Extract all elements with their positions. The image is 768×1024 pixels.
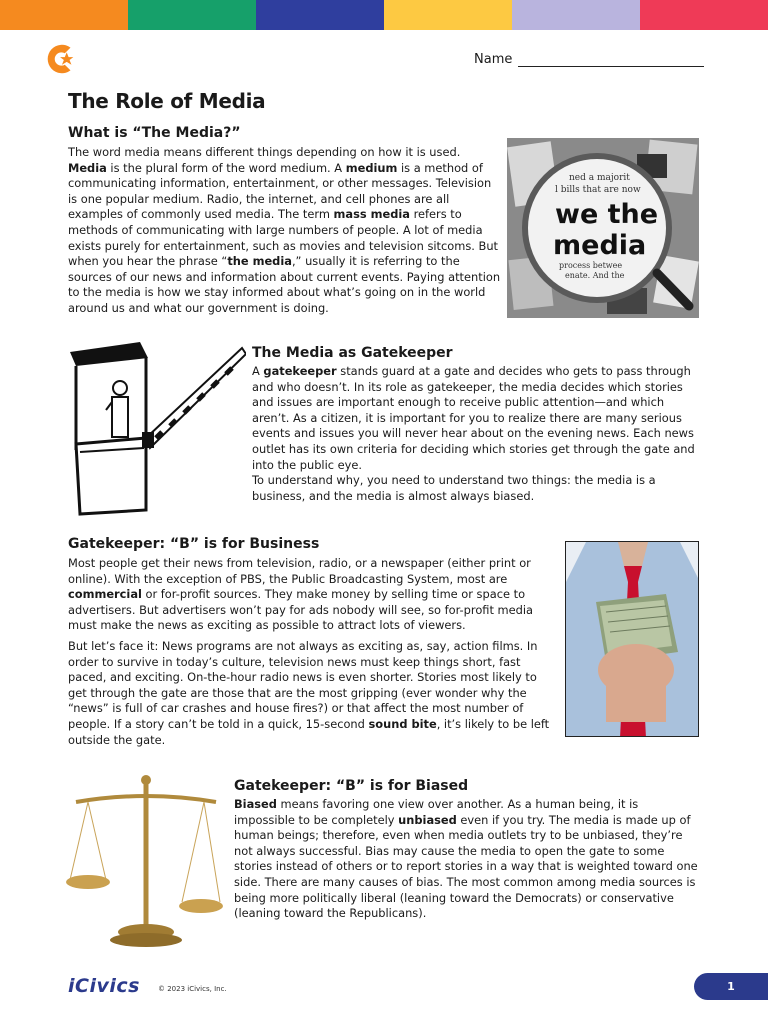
- magnifying-glass-newspaper-image: [507, 138, 699, 318]
- section-heading-gatekeeper: The Media as Gatekeeper: [252, 345, 453, 361]
- name-underline[interactable]: [518, 54, 704, 67]
- stripe-yellow: [384, 0, 512, 30]
- svg-text:we the: we the: [555, 199, 659, 230]
- top-color-stripes: [0, 0, 768, 30]
- stripe-blue: [256, 0, 384, 30]
- svg-text:enate. And the: enate. And the: [565, 271, 625, 280]
- man-holding-cash-image: [566, 542, 699, 737]
- stripe-lavender: [512, 0, 640, 30]
- we-the-media-photo: [507, 138, 699, 318]
- stripe-orange: [0, 0, 128, 30]
- name-field[interactable]: [474, 52, 704, 67]
- svg-text:l bills that are now: l bills that are now: [555, 185, 641, 195]
- section-body-media: The word media means different things depending on how it is used. Media is the plural form of the word medium. A medium is a method of communicating information, entertainment, or other messages. Television is one popular medium. Radio, the internet, and cell phones are all examples of commonly used media. The term mass media refers to methods of communicating with large numbers of people. A lot of media exists purely for entertainment, such as movies and television sitcoms. But when you hear the phrase “the media,” usually it is referring to the sources of our news and information about current events. Paying attention to the media is how we stay informed about what’s going on in the world around us and what our government is doing.: [68, 145, 501, 315]
- footer-copyright: © 2023 iCivics, Inc.: [158, 985, 227, 993]
- scales-of-justice-icon: [66, 772, 226, 950]
- icivics-c-star-logo-icon: [42, 40, 80, 78]
- svg-text:ned a majorit: ned a majorit: [569, 173, 630, 183]
- page-title: The Role of Media: [68, 89, 266, 113]
- section-heading-biased: Gatekeeper: “B” is for Biased: [234, 778, 469, 794]
- businessman-money-photo: [565, 541, 699, 737]
- svg-text:process betwee: process betwee: [559, 261, 623, 270]
- svg-text:media: media: [553, 230, 647, 261]
- stripe-green: [128, 0, 256, 30]
- section-body-business: Most people get their news from television, radio, or a newspaper (either print or online). With the exception of PBS, the Public Broadcasting System, most are commercial or for-profit sources. They make money by selling time or space to advertisers. But advertisers won’t pay for ads nobody will see, so for-profit media must make the news as exciting as possible to attract lots of viewers. But let’s face it: News programs are not always as exciting as, say, action films. In order to survive in today’s culture, television news must keep things short, fast paced, and exciting. On-the-hour radio news is even shorter. Stories most likely to get through the gate are those that are the most gripping (ever wonder why the “news” is full of car crashes and house fires?) or that affect the most number of people. If a story can’t be told in a quick, 15-second sound bite, it’s likely to be left outside the gate.: [68, 556, 550, 747]
- stripe-red: [640, 0, 768, 30]
- section-body-biased: Biased means favoring one view over another. As a human being, it is impossible to be completely unbiased even if you try. The media is made up of human beings; therefore, even when media outlets try to be unbiased, they’re not always successful. Bias may cause the media to open the gate to some stories instead of others or to report stories in a way that is weighted toward one side. There are many causes of bias. The most common among media sources is being more politically liberal (leaning toward the Democrats) or conservative (leaning toward the Republicans).: [234, 797, 698, 921]
- section-body-gatekeeper: A gatekeeper stands guard at a gate and decides who gets to pass through and who doesn’t. In its role as gatekeeper, the media decides which stories and issues are important enough to receive public attention—and which aren’t. As a citizen, it is important for you to realize there are many serious events and issues you will never hear about on the evening news. Each news outlet has its own criteria for deciding which stories get through the gate and into the public eye. To understand why, you need to understand two things: the media is a business, and the media is almost always biased.: [252, 364, 695, 503]
- section-heading-media: What is “The Media?”: [68, 125, 241, 141]
- footer-icivics-logo: iCivics: [68, 975, 140, 997]
- name-label: Name: [474, 52, 513, 67]
- gatekeeper-booth-illustration: [66, 340, 246, 516]
- section-heading-business: Gatekeeper: “B” is for Business: [68, 536, 320, 552]
- page-number-badge: 1: [694, 973, 768, 1000]
